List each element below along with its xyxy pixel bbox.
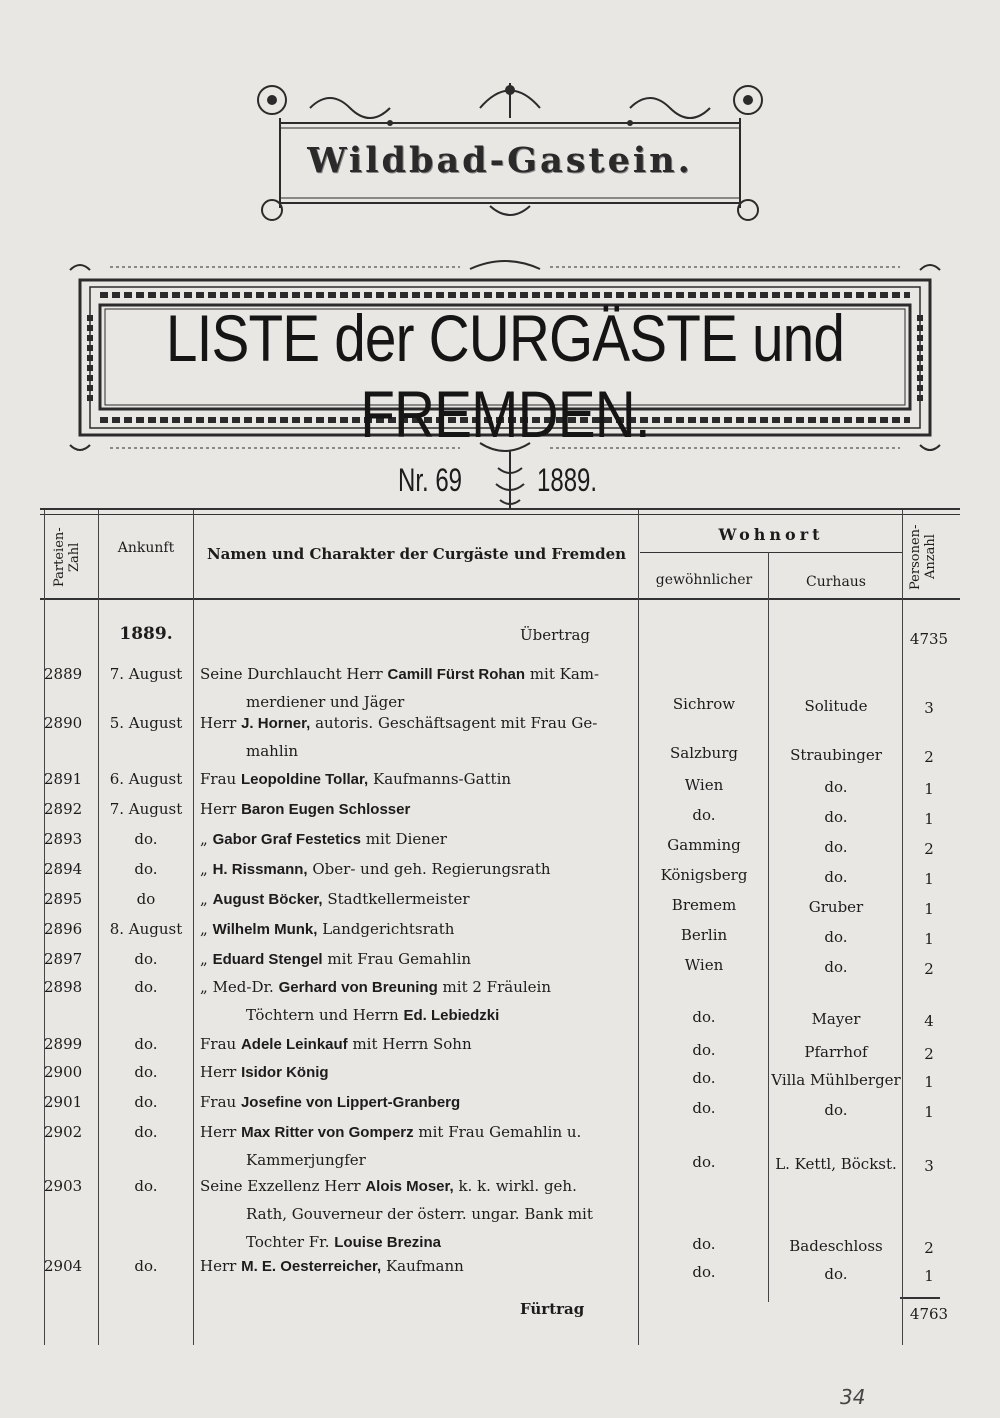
person-count: 2: [924, 1239, 934, 1257]
guest-description-cont: Kammerjungfer: [246, 1151, 366, 1169]
col-curhaus-header: Curhaus: [806, 574, 866, 590]
arrival-date: 7. August: [109, 800, 183, 818]
arrival-date: do.: [134, 830, 158, 848]
guest-name: Eduard Stengel: [212, 951, 323, 968]
guest-name: August Böcker,: [212, 891, 323, 908]
home-town: do.: [692, 1069, 716, 1087]
spa-house: do.: [824, 928, 848, 946]
guest-entry-line2: [200, 1205, 676, 1223]
guest-entry: [200, 770, 630, 788]
guest-title: Herr: [200, 1123, 237, 1141]
home-town: Wien: [684, 776, 724, 794]
party-number: 2903: [44, 1177, 83, 1195]
arrival-date: 7. August: [109, 665, 183, 683]
guest-name: H. Rissmann,: [212, 861, 308, 878]
arrival-date: do.: [134, 1093, 158, 1111]
uebertrag-label: Übertrag: [520, 626, 591, 644]
person-count: 3: [924, 1157, 934, 1175]
guest-description-cont: Rath, Gouverneur der österr. ungar. Bank mit: [246, 1205, 593, 1223]
guest-name: M. E. Oesterreicher,: [241, 1258, 382, 1275]
party-number: 2898: [44, 978, 83, 996]
home-town: do.: [692, 1235, 716, 1253]
home-town: Bremem: [671, 896, 737, 914]
guest-description-cont: mahlin: [246, 742, 299, 760]
party-number: 2900: [44, 1063, 83, 1081]
party-number: 2892: [44, 800, 83, 818]
party-number: 2899: [44, 1035, 83, 1053]
col-wohnort-header: Wohnort: [718, 525, 824, 544]
guest-entry: [200, 1035, 630, 1053]
home-town: do.: [692, 1041, 716, 1059]
col-ankunft-header: Ankunft: [117, 540, 175, 556]
guest-name: Baron Eugen Schlosser: [241, 801, 411, 818]
guest-title: Seine Exzellenz Herr: [200, 1177, 361, 1195]
guest-entry: [200, 714, 630, 732]
arrival-date: do.: [134, 1063, 158, 1081]
guest-name: Gabor Graf Festetics: [212, 831, 361, 848]
guest-name: J. Horner,: [241, 715, 311, 732]
home-town: do.: [692, 1099, 716, 1117]
guest-entry: [200, 830, 630, 848]
guest-name: Leopoldine Tollar,: [240, 771, 369, 788]
home-town: Gamming: [667, 836, 741, 854]
person-count: 1: [924, 810, 934, 828]
guest-name: Adele Leinkauf: [240, 1036, 348, 1053]
spa-house: Gruber: [808, 898, 864, 916]
arrival-date: do.: [134, 860, 158, 878]
fleuron-icon: [490, 450, 530, 510]
guest-entry: [200, 950, 630, 968]
guest-title: „: [200, 978, 208, 996]
guest-entry: [200, 1093, 630, 1111]
arrival-date: do.: [134, 978, 158, 996]
home-town: do.: [692, 1263, 716, 1281]
person-count: 2: [924, 960, 934, 978]
home-town: Königsberg: [660, 866, 748, 884]
col-namen-header: Namen und Charakter der Curgäste und Fremden: [206, 545, 627, 563]
spa-house: do.: [824, 1265, 848, 1283]
guest-title: Herr: [200, 1063, 237, 1081]
issue-number: Nr. 69: [398, 462, 463, 498]
guest-description: mit Frau Gemahlin u.: [418, 1123, 582, 1141]
spa-house: do.: [824, 808, 848, 826]
guest-title: Herr: [200, 714, 237, 732]
arrival-date: 8. August: [109, 920, 183, 938]
party-number: 2902: [44, 1123, 83, 1141]
party-number: 2889: [44, 665, 83, 683]
guest-name: Josefine von Lippert-Granberg: [240, 1094, 461, 1111]
guest-title: „: [200, 920, 208, 938]
home-town: do.: [692, 1008, 716, 1026]
guest-name: Alois Moser,: [365, 1178, 454, 1195]
guest-title: Frau: [200, 770, 237, 788]
person-count: 1: [924, 900, 934, 918]
spa-house: Solitude: [804, 697, 868, 715]
guest-entry: [200, 920, 630, 938]
spa-house: Mayer: [811, 1010, 861, 1028]
arrival-date: 6. August: [109, 770, 183, 788]
fuertrag-count: 4763: [909, 1305, 949, 1323]
home-town: Salzburg: [670, 744, 738, 762]
spa-house: Villa Mühlberger: [771, 1071, 901, 1089]
home-town: do.: [692, 1153, 716, 1171]
col-partei-header: Parteien-Zahl: [52, 527, 82, 588]
person-count: 4: [924, 1012, 934, 1030]
person-count: 1: [924, 780, 934, 798]
party-number: 2904: [44, 1257, 83, 1275]
arrival-date: 5. August: [109, 714, 183, 732]
guest-title: „: [200, 860, 208, 878]
spa-house: do.: [824, 958, 848, 976]
guest-description: mit 2 Fräulein: [442, 978, 551, 996]
guest-title: Frau: [200, 1035, 237, 1053]
guest-entry: [200, 1177, 630, 1195]
party-number: 2895: [44, 890, 83, 908]
guest-title: Herr: [200, 1257, 237, 1275]
guest-description: mit Herrn Sohn: [352, 1035, 472, 1053]
guest-title: „: [200, 950, 208, 968]
guest-description: Ober- und geh. Regierungsrath: [312, 860, 551, 878]
person-count: 2: [924, 840, 934, 858]
guest-title-2: Med-Dr.: [212, 978, 274, 996]
guest-entry-line2: [200, 742, 676, 760]
spa-house: do.: [824, 838, 848, 856]
spa-house: do.: [824, 778, 848, 796]
guest-title: Seine Durchlaucht Herr: [200, 665, 383, 683]
guest-description: mit Diener: [365, 830, 447, 848]
arrival-date: do.: [134, 1123, 158, 1141]
party-number: 2896: [44, 920, 83, 938]
guest-description: mit Kam-: [529, 665, 600, 683]
guest-description: k. k. wirkl. geh.: [458, 1177, 577, 1195]
person-count: 1: [924, 1267, 934, 1285]
guest-entry: [200, 890, 630, 908]
list-title: LISTE der CURGÄSTE und FREMDEN.: [165, 301, 845, 451]
guest-name: Max Ritter von Gomperz: [241, 1124, 414, 1141]
party-number: 2891: [44, 770, 83, 788]
arrival-date: do.: [134, 1177, 158, 1195]
spa-house: Badeschloss: [789, 1237, 883, 1255]
home-town: Berlin: [680, 926, 728, 944]
home-town: Sichrow: [672, 695, 736, 713]
guest-description: Kaufmanns-Gattin: [372, 770, 512, 788]
uebertrag-count: 4735: [909, 630, 949, 648]
arrival-date: do.: [134, 950, 158, 968]
col-personen-header: Personen-Anzahl: [908, 524, 938, 590]
page-number: 34: [840, 1385, 866, 1409]
guest-name: Wilhelm Munk,: [212, 921, 318, 938]
spa-house: Pfarrhof: [804, 1043, 868, 1061]
guest-entry-line2: [200, 1006, 676, 1024]
guest-entry: [200, 1123, 630, 1141]
person-count: 1: [924, 1073, 934, 1091]
fuertrag-label: Fürtrag: [520, 1300, 585, 1318]
guest-name-2: Ed. Lebiedzki: [403, 1007, 500, 1024]
spa-house: do.: [824, 868, 848, 886]
guest-description: autoris. Geschäftsagent mit Frau Ge-: [315, 714, 598, 732]
guest-entry-line2: [200, 1151, 676, 1169]
arrival-date: do.: [134, 1035, 158, 1053]
year-label: 1889.: [119, 624, 173, 644]
guest-entry: [200, 860, 630, 878]
guest-entry-line2: [200, 693, 676, 711]
person-count: 1: [924, 870, 934, 888]
guest-description-cont: Töchtern und Herrn: [246, 1006, 399, 1024]
arrival-date: do.: [134, 1257, 158, 1275]
party-number: 2890: [44, 714, 83, 732]
col-gewoehnlicher-header: gewöhnlicher: [655, 572, 753, 588]
guest-description: Stadtkellermeister: [327, 890, 470, 908]
person-count: 2: [924, 748, 934, 766]
home-town: do.: [692, 806, 716, 824]
guest-title: „: [200, 830, 208, 848]
guest-entry: [200, 800, 630, 818]
guest-description: mit Frau Gemahlin: [327, 950, 472, 968]
person-count: 1: [924, 1103, 934, 1121]
person-count: 2: [924, 1045, 934, 1063]
guest-name: Camill Fürst Rohan: [387, 666, 526, 683]
guest-name: Gerhard von Breuning: [278, 979, 438, 996]
arrival-date: do: [136, 890, 156, 908]
guest-entry: [200, 1257, 630, 1275]
guest-description-cont: merdiener und Jäger: [246, 693, 405, 711]
guest-title: Frau: [200, 1093, 237, 1111]
guest-name: Isidor König: [241, 1064, 329, 1081]
guest-entry: [200, 978, 630, 996]
guest-description: Landgerichtsrath: [322, 920, 455, 938]
person-count: 1: [924, 930, 934, 948]
party-number: 2897: [44, 950, 83, 968]
spa-house: do.: [824, 1101, 848, 1119]
party-number: 2901: [44, 1093, 83, 1111]
guest-entry: [200, 1063, 630, 1081]
guest-description: Kaufmann: [385, 1257, 464, 1275]
party-number: 2893: [44, 830, 83, 848]
town-name: Wildbad-Gastein.: [307, 140, 693, 181]
spa-house: L. Kettl, Böckst.: [775, 1155, 897, 1173]
guest-entry: [200, 665, 630, 683]
guest-name-3: Louise Brezina: [334, 1234, 441, 1251]
home-town: Wien: [684, 956, 724, 974]
person-count: 3: [924, 699, 934, 717]
issue-year: 1889.: [537, 462, 598, 498]
party-number: 2894: [44, 860, 83, 878]
guest-entry-line3: [200, 1233, 676, 1251]
guest-title: Herr: [200, 800, 237, 818]
spa-house: Straubinger: [790, 746, 882, 764]
guest-description-cont: Tochter Fr.: [246, 1233, 330, 1251]
guest-title: „: [200, 890, 208, 908]
